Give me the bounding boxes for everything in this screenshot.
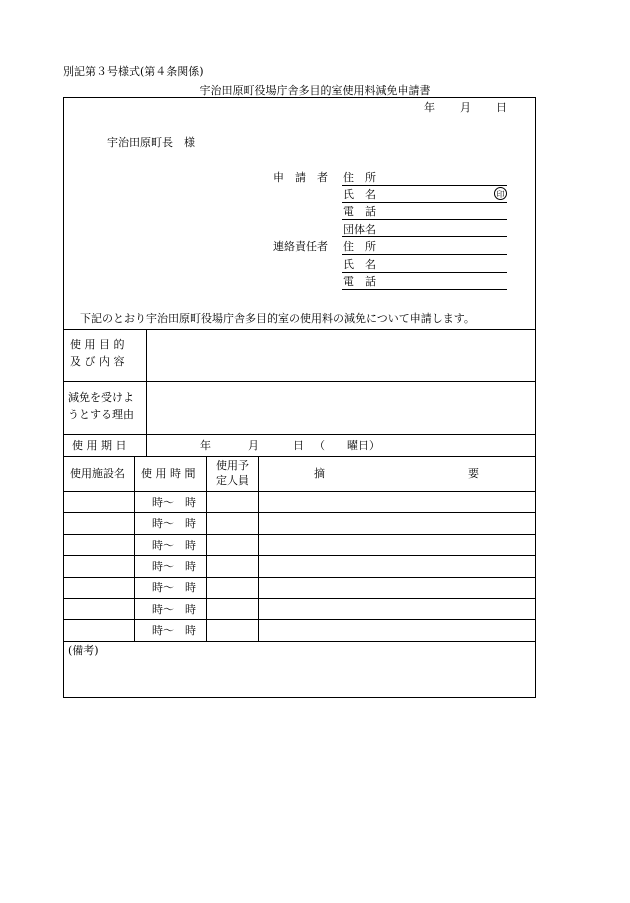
label-column-divider [146,329,147,456]
seal-icon: 印 [494,187,507,200]
time-cell[interactable]: 時～ 時 [152,624,196,637]
row-divider [63,434,536,435]
time-cell[interactable]: 時～ 時 [152,603,196,616]
col-header-facility: 使用施設名 [70,467,125,480]
date-month: 月 [460,101,471,114]
contact-address-label: 住 所 [343,240,376,253]
date-day: 日 [496,101,507,114]
form-title: 宇治田原町役場庁舎多目的室使用料減免申請書 [199,84,431,97]
contact-name-line[interactable] [342,272,507,273]
column-divider [258,456,259,641]
purpose-label-line2: 及 び 内 容 [70,355,125,368]
time-cell[interactable]: 時～ 時 [152,581,196,594]
col-header-time: 使 用 時 間 [141,467,196,480]
contact-label: 連絡責任者 [273,240,328,253]
form-number: 別記第３号様式(第４条関係) [63,65,204,78]
application-statement: 下記のとおり宇治田原町役場庁舎多目的室の使用料の減免について申請します。 [80,312,475,325]
applicant-label: 申 請 者 [273,171,328,184]
remarks-input[interactable] [65,660,534,696]
col-header-summary-left: 摘 [314,467,325,480]
row-divider [63,641,536,642]
purpose-label-line1: 使 用 目 的 [70,338,125,351]
col-header-people-line2: 定人員 [216,474,249,487]
contact-name-label: 氏 名 [343,258,376,271]
period-day: 日 [293,439,304,452]
contact-address-line[interactable] [342,254,507,255]
reason-label-line1: 減免を受けよ [68,391,134,404]
applicant-name-label: 氏 名 [343,188,376,201]
applicant-name-line[interactable] [342,202,507,203]
col-header-summary-right: 要 [468,467,479,480]
purpose-input[interactable] [148,331,534,379]
period-year: 年 [200,439,211,452]
time-cell[interactable]: 時～ 時 [152,517,196,530]
application-box [63,97,536,330]
col-header-people-line1: 使用予 [216,459,249,472]
reason-label-line2: うとする理由 [68,408,134,421]
col-header-people [207,458,258,488]
applicant-address-line[interactable] [342,185,507,186]
row-divider [63,381,536,382]
contact-phone-label: 電 話 [343,275,376,288]
period-weekday: （ 曜日） [314,439,380,452]
applicant-group-line[interactable] [342,236,507,237]
addressee: 宇治田原町長 様 [107,136,195,149]
applicant-address-label: 住 所 [343,171,376,184]
time-cell[interactable]: 時～ 時 [152,539,196,552]
date-year: 年 [424,101,435,114]
period-label: 使 用 期 日 [72,439,127,452]
applicant-group-label: 団体名 [343,223,376,236]
applicant-phone-label: 電 話 [343,205,376,218]
period-month: 月 [248,439,259,452]
remarks-label: (備考) [68,644,99,657]
reason-input[interactable] [148,383,534,432]
time-cell[interactable]: 時～ 時 [152,560,196,573]
time-cell[interactable]: 時～ 時 [152,496,196,509]
column-divider [134,456,135,641]
applicant-phone-line[interactable] [342,219,507,220]
contact-phone-line[interactable] [342,289,507,290]
